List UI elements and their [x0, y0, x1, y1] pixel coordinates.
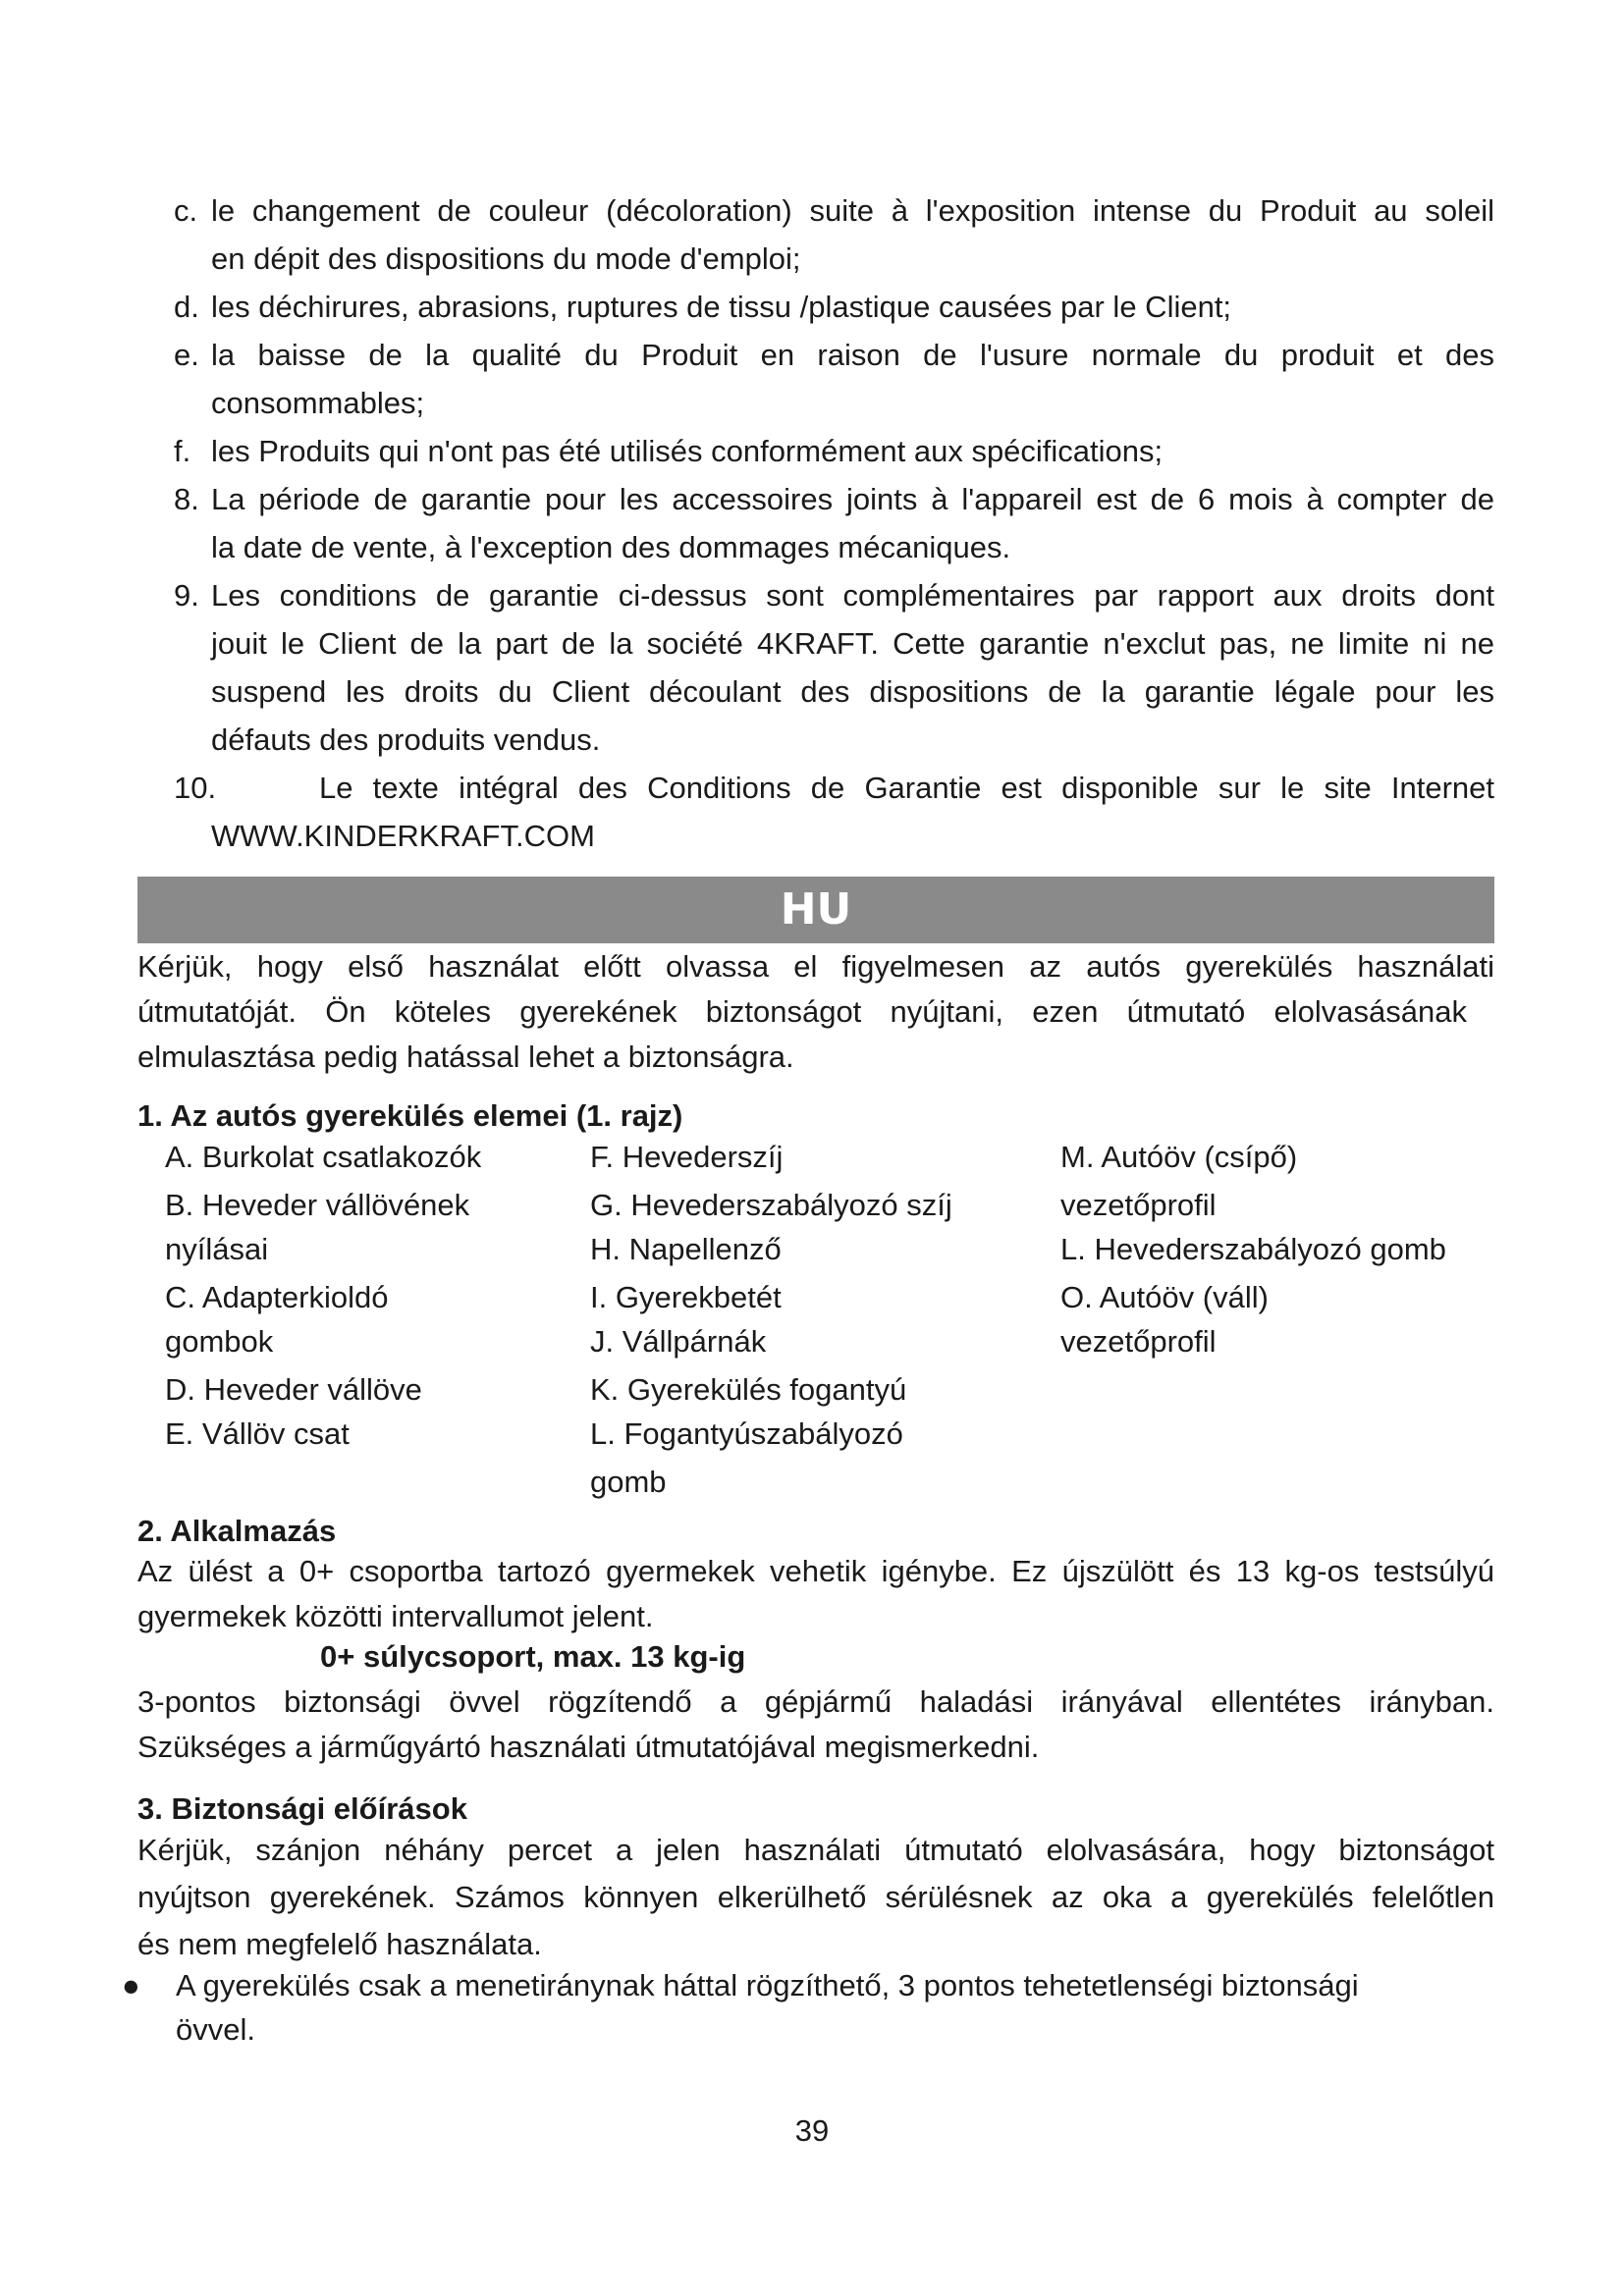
list-text: les Produits qui n'ont pas été utilisés conformément aux spécifications; — [211, 434, 1164, 468]
list-item — [174, 571, 1494, 764]
list-item — [174, 331, 1494, 427]
list-text: défauts des produits vendus. — [211, 722, 601, 757]
part-item: H. Napellenző — [590, 1232, 782, 1266]
bullet-item — [122, 1963, 1496, 2052]
part-item: L. Fogantyúszabályozó — [590, 1416, 903, 1451]
paragraph-line: és nem megfelelő használata. — [137, 1927, 542, 1961]
part-item: I. Gyerekbetét — [590, 1280, 782, 1314]
list-marker: c. — [174, 193, 198, 228]
list-item — [174, 475, 1494, 571]
parts-column — [590, 1135, 1002, 1504]
part-item: D. Heveder vállöve — [165, 1372, 422, 1407]
bullet-text: övvel. — [176, 2012, 255, 2047]
paragraph-line: Szükséges a járműgyártó használati útmutatójával megismerkedni. — [137, 1730, 1040, 1764]
paragraph-line: nyújtson gyerekének. Számos könnyen elkerülhető sérülésnek az oka a gyerekülés felelőtlen — [137, 1880, 1494, 1914]
paragraph-line: elmulasztása pedig hatással lehet a biztonságra. — [137, 1040, 794, 1074]
paragraph-line: Az ülést a 0+ csoportba tartozó gyermekek vehetik igénybe. Ez újszülött és 13 kg-os testsúlyú — [137, 1554, 1494, 1588]
paragraph-line: Kérjük, hogy első használat előtt olvassa el figyelmesen az autós gyerekülés használati — [137, 949, 1494, 984]
list-item — [174, 427, 1494, 475]
bullet-text: A gyerekülés csak a menetiránynak háttal rögzíthető, 3 pontos tehetetlenségi biztonsági — [176, 1968, 1359, 2002]
intro-paragraph — [137, 944, 1494, 1080]
paragraph-line: 3-pontos biztonsági övvel rögzítendő a gépjármű haladási irányával ellentétes irányban. — [137, 1684, 1494, 1719]
section-paragraph — [137, 1680, 1494, 1770]
list-text: le changement de couleur (décoloration) suite à l'exposition intense du Produit au soleil — [211, 193, 1494, 228]
list-text: La période de garantie pour les accessoires joints à l'appareil est de 6 mois à compter de — [211, 482, 1494, 516]
paragraph-line: gyermekek közötti intervallumot jelent. — [137, 1599, 654, 1633]
list-text: en dépit des dispositions du mode d'emploi; — [211, 241, 801, 276]
part-item: O. Autóöv (váll) — [1060, 1280, 1269, 1314]
part-item: M. Autóöv (csípő) — [1060, 1140, 1298, 1174]
page-number: 39 — [794, 2113, 830, 2148]
language-banner: HU — [137, 877, 1494, 943]
bullet-icon: ● — [122, 1968, 140, 2002]
list-marker: 9. — [174, 578, 199, 613]
list-item — [174, 187, 1494, 283]
section-heading: 2. Alkalmazás — [137, 1514, 337, 1548]
list-text: les déchirures, abrasions, ruptures de tissu /plastique causées par le Client; — [211, 290, 1232, 324]
part-item: A. Burkolat csatlakozók — [165, 1140, 482, 1174]
list-item — [174, 764, 1494, 860]
part-item: gombok — [165, 1324, 274, 1359]
section-heading: 1. Az autós gyerekülés elemei (1. rajz) — [137, 1098, 683, 1133]
part-item: F. Hevederszíj — [590, 1140, 784, 1174]
part-item: B. Heveder vállövének — [165, 1188, 470, 1222]
list-text: la baisse de la qualité du Produit en raison de l'usure normale du produit et des — [211, 338, 1494, 372]
part-item: K. Gyerekülés fogantyú — [590, 1372, 907, 1407]
warranty-list-fr — [174, 187, 1494, 860]
list-text: jouit le Client de la part de la société 4KRAFT. Cette garantie n'exclut pas, ne limite ni ne — [211, 626, 1494, 661]
part-item: vezetőprofil — [1060, 1188, 1217, 1222]
part-item: L. Hevederszabályozó gomb — [1060, 1232, 1446, 1266]
part-item: J. Vállpárnák — [590, 1324, 767, 1359]
list-text: la date de vente, à l'exception des dommages mécaniques. — [211, 530, 1011, 564]
list-text: consommables; — [211, 386, 425, 420]
list-text: suspend les droits du Client découlant des dispositions de la garantie légale pour les — [211, 674, 1494, 709]
part-item: nyílásai — [165, 1232, 269, 1266]
list-text: WWW.KINDERKRAFT.COM — [211, 819, 595, 853]
part-item: G. Hevederszabályozó szíj — [590, 1188, 952, 1222]
list-text: Les conditions de garantie ci-dessus sont complémentaires par rapport aux droits dont — [211, 578, 1494, 613]
section-heading: 3. Biztonsági előírások — [137, 1791, 467, 1826]
parts-column — [1060, 1135, 1502, 1363]
list-marker: 8. — [174, 482, 199, 516]
section-paragraph — [137, 1549, 1494, 1639]
list-marker: f. — [174, 434, 191, 468]
list-marker: d. — [174, 290, 199, 324]
part-item: gomb — [590, 1465, 667, 1499]
list-text: Le texte intégral des Conditions de Garantie est disponible sur le site Internet — [319, 771, 1494, 805]
list-marker: e. — [174, 338, 199, 372]
part-item: E. Vállöv csat — [165, 1416, 350, 1451]
section-paragraph — [137, 1827, 1494, 1968]
part-item: vezetőprofil — [1060, 1324, 1217, 1359]
paragraph-line: útmutatóját. Ön köteles gyerekének biztonságot nyújtani, ezen útmutató elolvasásának — [137, 994, 1467, 1029]
list-item — [174, 283, 1494, 331]
list-marker: 10. — [174, 771, 217, 805]
parts-column — [165, 1135, 548, 1456]
paragraph-line: Kérjük, szánjon néhány percet a jelen használati útmutató elolvasására, hogy biztonságot — [137, 1833, 1494, 1867]
part-item: C. Adapterkioldó — [165, 1280, 389, 1314]
weight-group-label: 0+ súlycsoport, max. 13 kg-ig — [320, 1639, 746, 1674]
